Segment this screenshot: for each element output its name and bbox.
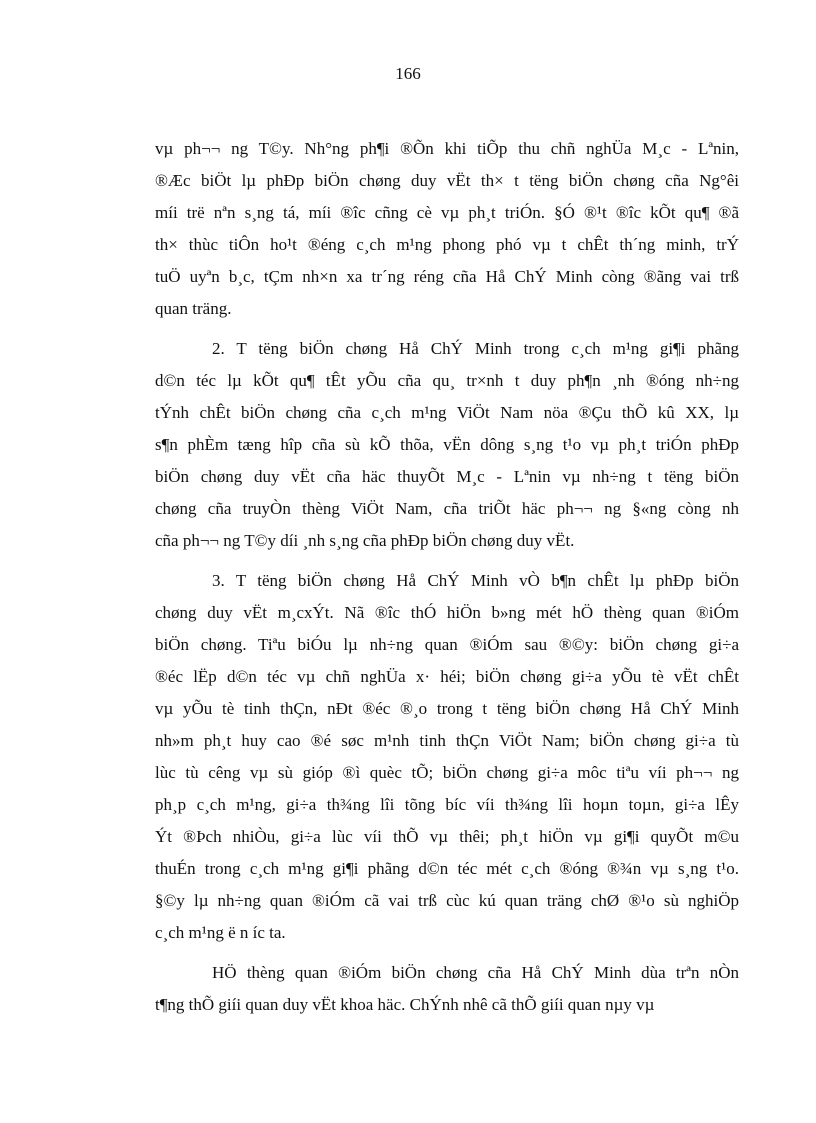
text-line: tuÖ uyªn b¸c, tÇm nh×n xa tr´ng réng cña Hå ChÝ Minh còng ®ãng vai trß [155, 267, 739, 286]
text-line: lùc tù cêng vµ sù gióp ®ì quèc tÕ; biÖn chøng gi÷a môc tiªu víi ph¬¬ ng [155, 763, 739, 782]
text-line: chøng duy vËt m¸cxÝt. Nã ®îc thÓ hiÖn b»ng mét hÖ thèng quan ®iÓm [155, 603, 739, 622]
paragraph [155, 133, 739, 325]
text-line: 2. T tëng biÖn chøng Hå ChÝ Minh trong c¸ch m¹ng gi¶i phãng [212, 339, 739, 358]
text-line: ph¸p c¸ch m¹ng, gi÷a th¾ng lîi tõng bíc víi th¾ng lîi hoµn toµn, gi÷a lÊy [155, 795, 739, 814]
text-line: d©n téc lµ kÕt qu¶ tÊt yÕu cña qu¸ tr×nh t duy ph¶n ¸nh ®óng nh÷ng [155, 371, 739, 390]
text-line: t¶ng thÕ giíi quan duy vËt khoa häc. ChÝnh nhê cã thÕ giíi quan nµy vµ [155, 995, 655, 1014]
paragraph [155, 333, 739, 557]
text-line: th× thùc tiÔn ho¹t ®éng c¸ch m¹ng phong phó vµ t chÊt th´ng minh, trÝ [155, 235, 739, 254]
text-line: vµ yÕu tè tinh thÇn, nÐt ®éc ®¸o trong t tëng biÖn chøng Hå ChÝ Minh [155, 699, 739, 718]
text-line: HÖ thèng quan ®iÓm biÖn chøng cña Hå ChÝ Minh dùa trªn nÒn [212, 963, 739, 982]
paragraph [155, 565, 739, 949]
page-number: 166 [395, 64, 421, 83]
text-line: nh»m ph¸t huy cao ®é søc m¹nh tinh thÇn ViÖt Nam; biÖn chøng gi÷a tù [155, 731, 739, 750]
text-line: biÖn chøng duy vËt cña häc thuyÕt M¸c - Lªnin vµ nh÷ng t tëng biÖn [155, 467, 739, 486]
body-text [155, 133, 739, 1021]
text-line: tÝnh chÊt biÖn chøng cña c¸ch m¹ng ViÖt Nam nöa ®Çu thÕ kû XX, lµ [155, 403, 739, 422]
paragraph [155, 957, 739, 1021]
text-line: chøng cña truyÒn thèng ViÖt Nam, cña triÕt häc ph¬¬ ng §«ng còng nh [155, 499, 739, 518]
text-line: biÖn chøng. Tiªu biÓu lµ nh÷ng quan ®iÓm sau ®©y: biÖn chøng gi÷a [155, 635, 739, 654]
paragraph-gap [155, 557, 739, 565]
text-line: c¸ch m¹ng ë n íc ta. [155, 923, 286, 942]
text-line: vµ ph¬¬ ng T©y. Nh°ng ph¶i ®Õn khi tiÕp thu chñ nghÜa M¸c - Lªnin, [155, 139, 739, 158]
text-line: ®éc lËp d©n téc vµ chñ nghÜa x· héi; biÖn chøng gi÷a yÕu tè vËt chÊt [155, 667, 739, 686]
text-line: míi trë nªn s¸ng tá, míi ®îc cñng cè vµ ph¸t triÓn. §Ó ®¹t ®îc kÕt qu¶ ®ã [155, 203, 739, 222]
text-line: quan träng. [155, 299, 232, 318]
text-line: Ýt ®Þch nhiÒu, gi÷a lùc víi thÕ vµ thêi; ph¸t hiÖn vµ gi¶i quyÕt m©u [155, 827, 739, 846]
text-line: cña ph¬¬ ng T©y díi ¸nh s¸ng cña phÐp biÖn chøng duy vËt. [155, 531, 575, 550]
text-line: 3. T tëng biÖn chøng Hå ChÝ Minh vÒ b¶n chÊt lµ phÐp biÖn [212, 571, 739, 590]
text-line: ®Æc biÖt lµ phÐp biÖn chøng duy vËt th× t tëng biÖn chøng cña Ng°êi [155, 171, 739, 190]
text-line: s¶n phÈm tæng hîp cña sù kÕ thõa, vËn dông s¸ng t¹o vµ ph¸t triÓn phÐp [155, 435, 739, 454]
paragraph-gap [155, 949, 739, 957]
text-line: §©y lµ nh÷ng quan ®iÓm cã vai trß cùc kú quan träng chØ ®¹o sù nghiÖp [155, 891, 739, 910]
paragraph-gap [155, 325, 739, 333]
text-line: thuÉn trong c¸ch m¹ng gi¶i phãng d©n téc mét c¸ch ®óng ®¾n vµ s¸ng t¹o. [155, 859, 739, 878]
